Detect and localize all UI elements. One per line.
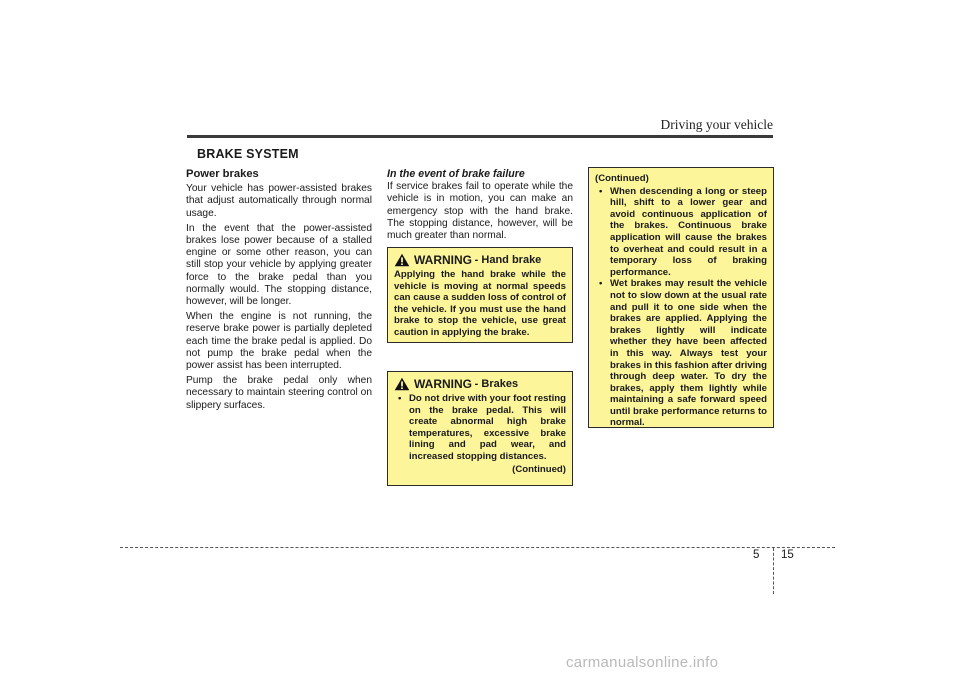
paragraph: In the event that the power-assisted brakes lose power because of a stalled engine or some other reason, you can still stop your vehicle by applying greater force to the brake pedal than you normally would. The stopping distance, however, will be longer. bbox=[186, 222, 372, 308]
power-brakes-column bbox=[186, 168, 372, 415]
warning-subject: - Hand brake bbox=[474, 254, 542, 267]
warning-header bbox=[394, 377, 566, 391]
footer-rule bbox=[120, 547, 835, 548]
paragraph: If service brakes fail to operate while the vehicle is in motion, you can make an emergency stop with the hand brake. The stopping distance, however, will be much greater than normal. bbox=[387, 181, 573, 242]
brake-failure-column bbox=[387, 168, 573, 245]
chapter-title: Driving your vehicle bbox=[660, 117, 773, 132]
list-item: • Wet brakes may result the vehicle not to slow down at the usual rate and pull it to one side when the brakes are applied. Applying the brakes lightly will indicate whether they have been affected in this way. Always test your brakes in this fashion after driving through deep water. To dry the brakes, apply them lightly while maintaining a safe forward speed until brake performance returns to normal. bbox=[595, 278, 767, 429]
warning-header bbox=[394, 253, 566, 267]
continued-label: (Continued) bbox=[512, 463, 566, 475]
page-number: 15 bbox=[781, 549, 794, 561]
warning-continued-box bbox=[588, 167, 774, 428]
list-item: • When descending a long or steep hill, shift to a lower gear and avoid continuous application of the brakes. Continuous brake application will cause the brakes to overheat and could result in a temporary loss of braking performance. bbox=[595, 186, 767, 279]
warning-hand-brake-box bbox=[387, 247, 573, 343]
watermark: carmanualsonline.info bbox=[566, 654, 719, 671]
page-divider-line bbox=[773, 548, 774, 594]
brake-failure-heading: In the event of brake failure bbox=[387, 168, 525, 180]
warning-label: WARNING bbox=[414, 253, 472, 268]
warning-triangle-icon bbox=[394, 377, 410, 391]
paragraph: Pump the brake pedal only when necessary to maintain steering control on slippery surfaces. bbox=[186, 375, 372, 411]
list-item: • Do not drive with your foot resting on the brake pedal. This will create abnormal high brake temperatures, excessive brake lining and pad wear, and increased stopping distances. bbox=[394, 393, 566, 463]
warning-brakes-box bbox=[387, 371, 573, 486]
warning-subject: - Brakes bbox=[474, 378, 519, 391]
warning-bullet-list bbox=[595, 186, 767, 429]
warning-triangle-icon bbox=[394, 253, 410, 267]
warning-body: Applying the hand brake while the vehicle is moving at normal speeds can cause a sudden loss of control of the vehicle. If you must use the hand brake to stop the vehicle, use great caution in applying the brake. bbox=[394, 269, 566, 338]
page-chapter-number: 5 bbox=[753, 549, 760, 561]
paragraph: When the engine is not running, the reserve brake power is partially depleted each time the brake pedal is applied. Do not pump the brake pedal when the power assist has been interrupted. bbox=[186, 311, 372, 372]
section-title: BRAKE SYSTEM bbox=[197, 147, 299, 161]
continued-label: (Continued) bbox=[595, 173, 649, 184]
paragraph: Your vehicle has power-assisted brakes that adjust automatically through normal usage. bbox=[186, 183, 372, 219]
power-brakes-heading: Power brakes bbox=[186, 168, 259, 180]
warning-label: WARNING bbox=[414, 377, 472, 392]
warning-bullet-list bbox=[394, 393, 566, 463]
header-rule bbox=[187, 135, 773, 138]
